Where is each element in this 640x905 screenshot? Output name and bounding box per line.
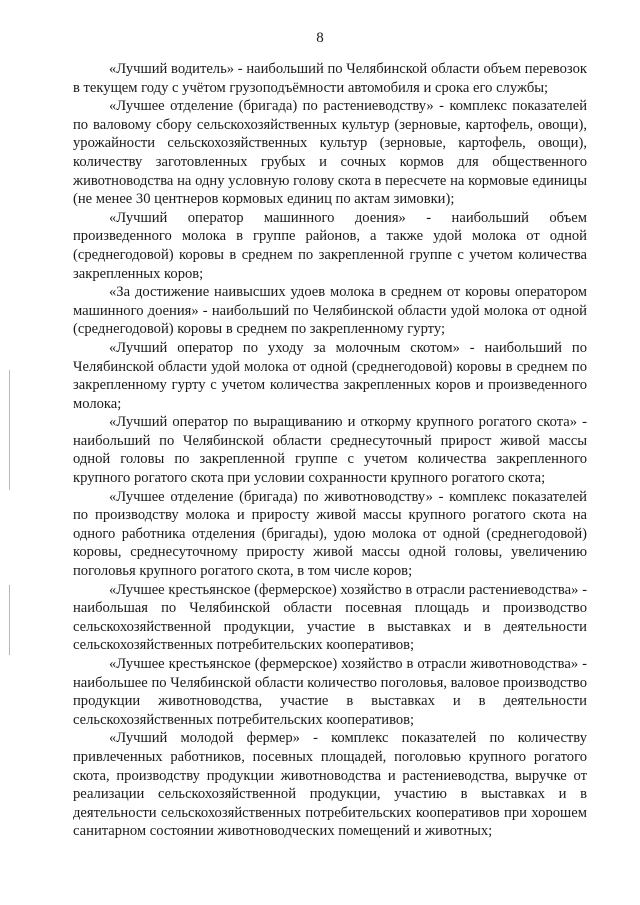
scan-edge-mark bbox=[9, 585, 10, 655]
document-body bbox=[73, 60, 587, 841]
page-number: 8 bbox=[316, 30, 324, 46]
paragraph-best-milking-operator: «Лучший оператор машинного доения» - наибольший объем произведенного молока в группе районов, а также удой молока от одной (среднегодовой) коровы в среднем по закрепленной группе с учетом количества закрепленных коров; bbox=[73, 209, 587, 282]
paragraph-best-cattle-fattening-operator: «Лучший оператор по выращиванию и откорму крупного рогатого скота» - наибольший по Челябинской области среднесуточный прирост живой массы одной головы по закрепленной группе с учетом количества закрепленного крупного рогатого скота при условии сохранности крупного рогатого скота; bbox=[73, 414, 587, 487]
paragraph-highest-milk-yield: «За достижение наивысших удоев молока в среднем от коровы оператором машинного доения» - наибольший по Челябинской области удой молока от одной (среднегодовой) коровы в среднем по закрепленному гурту; bbox=[73, 284, 587, 338]
scan-edge-mark bbox=[9, 370, 10, 490]
paragraph-best-young-farmer: «Лучший молодой фермер» - комплекс показателей по количеству привлеченных работников, посевных площадей, поголовью крупного рогатого скота, производству продукции животноводства и растениеводства, выручке от реализации сельскохозяйственной продукции, участию в выставках и в деятельности сельскохозяйственных потребительских кооперативов при хорошем санитарном состоянии животноводческих помещений и животных; bbox=[73, 730, 587, 840]
paragraph-best-livestock-unit: «Лучшее отделение (бригада) по животноводству» - комплекс показателей по производству молока и приросту живой массы крупного рогатого скота на одного работника отделения (бригады), удою молока от одной (среднегодовой) коровы, среднесуточному приросту живой массы одной головы, увеличению поголовья крупного рогатого скота, в том числе коров; bbox=[73, 488, 587, 580]
paragraph-best-crop-unit: «Лучшее отделение (бригада) по растениеводству» - комплекс показателей по валовому сбору сельскохозяйственных культур (зерновые, картофель, овощи), урожайности сельскохозяйственных культур (зерновые, картофель, овощи), количеству заготовленных грубых и сочных кормов для общественного животноводства на одну условную голову скота в пересчете на кормовые единицы (не менее 30 центнеров кормовых единиц по актам зимовки); bbox=[73, 98, 587, 208]
paragraph-best-driver: «Лучший водитель» - наибольший по Челябинской области объем перевозок в текущем году с учётом грузоподъёмности автомобиля и срока его службы; bbox=[73, 61, 587, 96]
paragraph-best-livestock-farm: «Лучшее крестьянское (фермерское) хозяйство в отрасли животноводства» - наибольшее по Челябинской области количество поголовья, валовое производство продукции животноводства, участие в выставках и в деятельности сельскохозяйственных потребительских кооперативов; bbox=[73, 656, 587, 728]
paragraph-best-dairy-care-operator: «Лучший оператор по уходу за молочным скотом» - наибольший по Челябинской области удой молока от одной (среднегодовой) коровы в среднем по закрепленному гурту с учетом количества закрепленных коров и произведенного молока; bbox=[73, 339, 587, 412]
paragraph-best-crop-farm: «Лучшее крестьянское (фермерское) хозяйство в отрасли растениеводства» - наибольшая по Челябинской области посевная площадь и производство сельскохозяйственной продукции, участие в выставках и в деятельности сельскохозяйственных потребительских кооперативов; bbox=[73, 581, 587, 654]
